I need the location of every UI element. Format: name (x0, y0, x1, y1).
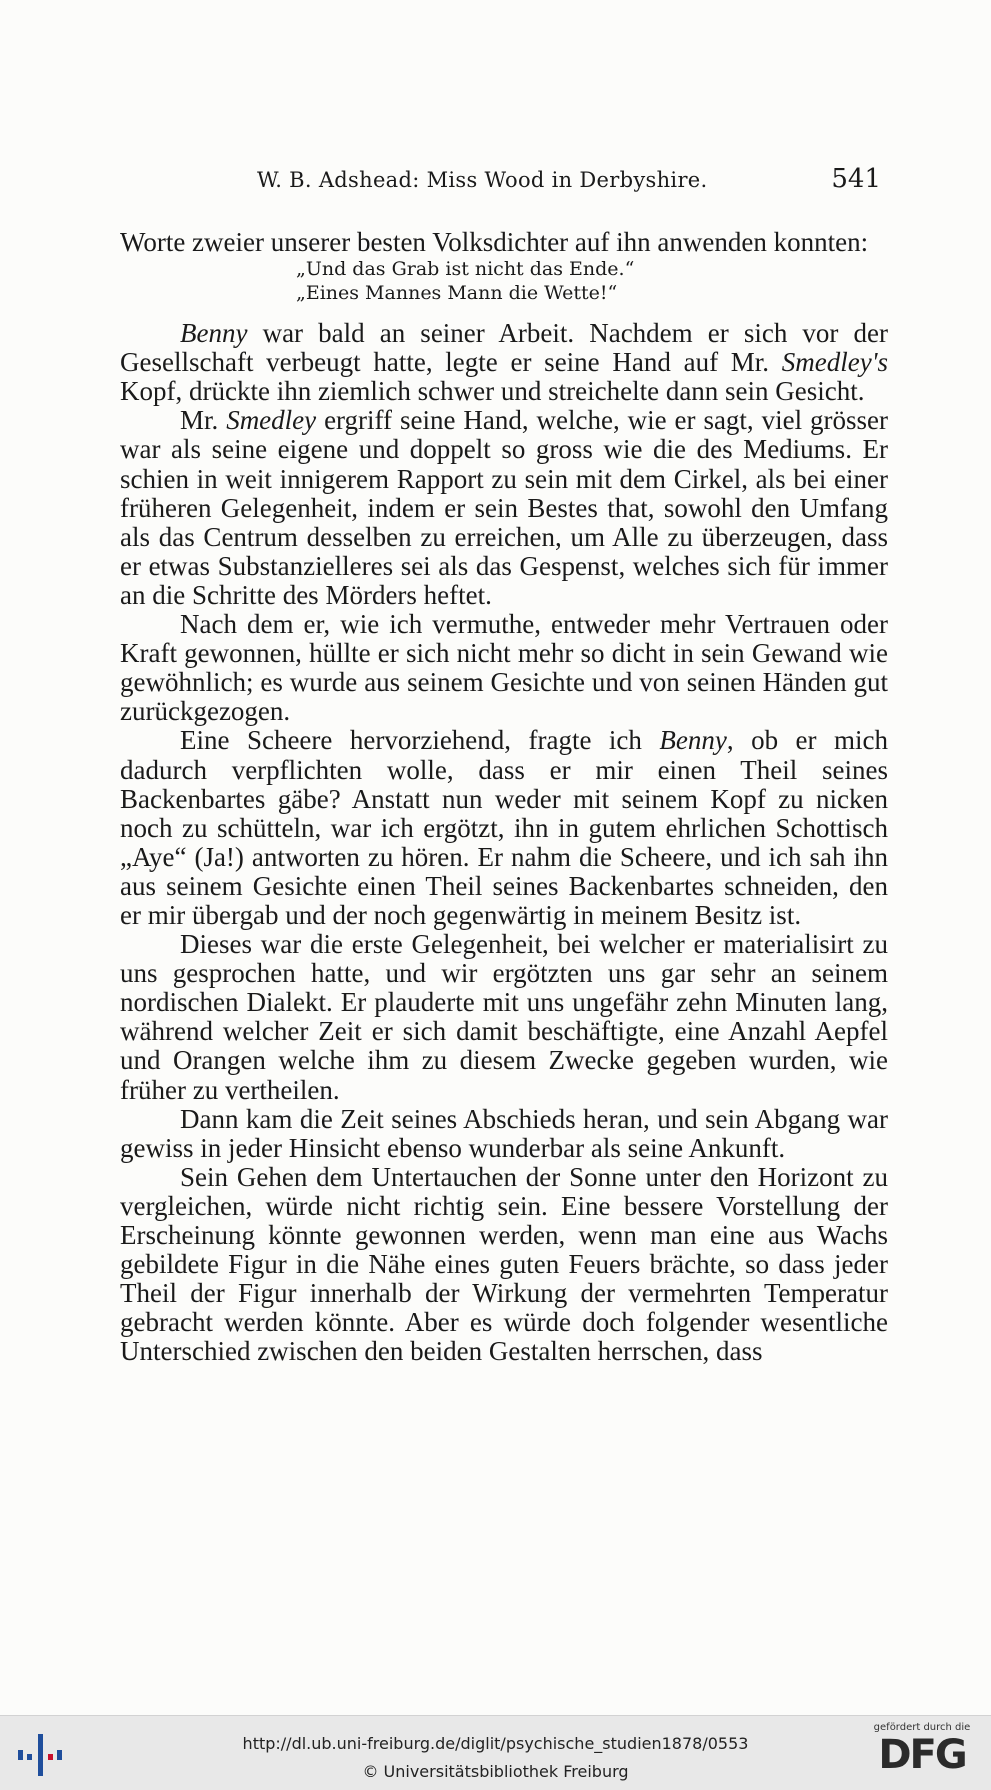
dfg-wordmark: DFG (878, 1732, 966, 1778)
paragraph-1: Benny war bald an seiner Arbeit. Nachdem er sich vor der Gesellschaft verbeugt hatte, legte er seine Hand auf Mr. Smedley's Kopf, drückte ihn ziemlich schwer und streichelte dann sein Gesicht. (120, 318, 888, 407)
name-benny: Benny (659, 725, 727, 756)
paragraph-6: Dann kam die Zeit seines Abschieds heran, und sein Abgang war gewiss in jeder Hinsicht ebenso wunderbar als seine Ankunft. (120, 1103, 888, 1163)
copyright-notice: © Universitätsbibliothek Freiburg (362, 1762, 629, 1781)
viewer-footer (0, 1715, 991, 1790)
verse-quote (120, 257, 888, 305)
name-smedleys: Smedley's (781, 347, 888, 378)
dfg-tagline: gefördert durch die (873, 1722, 971, 1733)
paragraph-2: Mr. Smedley ergriff seine Hand, welche, wie er sagt, viel grösser war als seine eigene und doppelt so gross wie die des Mediums. Er schien in weit innigerem Rapport zu sein mit dem Cirkel, als bei einer früheren Gelegenheit, indem er sein Bestes that, sowohl den Umfang als das Centrum desselben zu erreichen, um Alle zu überzeugen, dass er etwas Substanzielleres sei als das Gespenst, welches sich für immer an die Schritte des Mörders heftet. (120, 405, 888, 610)
paragraph-5: Dieses war die erste Gelegenheit, bei welcher er materialisirt zu uns gesprochen hatte, und wir ergötzten uns gar sehr an seinem nordischen Dialekt. Er plauderte mit uns ungefähr zehn Minuten lang, während welcher Zeit er sich damit beschäftigte, eine Anzahl Aepfel und Orangen welche ihm zu diesem Zwecke gegeben wurden, wie früher zu vertheilen. (120, 929, 888, 1105)
running-head (120, 164, 881, 202)
name-smedley: Smedley (226, 405, 317, 436)
running-title: W. B. Adshead: Miss Wood in Derbyshire. (257, 168, 708, 192)
opening-paragraph: Worte zweier unserer besten Volksdichter auf ihn anwenden konnten: (120, 227, 869, 257)
paragraph-4: Eine Scheere hervorziehend, fragte ich Benny, ob er mich dadurch verpflichten wolle, dass er mir einen Theil seines Backenbartes gäbe? Anstatt nun weder mit seinem Kopf zu nicken noch zu schütteln, war ich ergötzt, ihn in gutem ehrlichen Schottisch „Aye“ (Ja!) antworten zu hören. Er nahm die Scheere, und ich sah ihn aus seinem Gesichte einen Theil seines Backenbartes schneiden, den er mir übergab und der noch gegenwärtig in meinem Besitz ist. (120, 725, 888, 930)
quote-line-1: „Und das Grab ist nicht das Ende.“ (296, 258, 635, 281)
page-number: 541 (831, 164, 881, 194)
permalink-url[interactable]: http://dl.ub.uni-freiburg.de/diglit/psychische_studien1878/0553 (242, 1734, 749, 1753)
name-benny: Benny (180, 318, 248, 349)
body-text (120, 228, 888, 1366)
quote-line-2: „Eines Mannes Mann die Wette!“ (296, 282, 618, 305)
paragraph-7: Sein Gehen dem Untertauchen der Sonne unter den Horizont zu vergleichen, würde nicht richtig sein. Eine bessere Vorstellung der Erscheinung könnte gewonnen werden, wenn man eine aus Wachs gebildete Figur in die Nähe eines guten Feuers brächte, so dass jeder Theil der Figur innerhalb der Wirkung der vermehrten Temperatur gebracht werden könnte. Aber es würde doch folgender wesentliche Unterschied zwischen den beiden Gestalten herrschen, dass (120, 1161, 888, 1367)
paragraph-3: Nach dem er, wie ich vermuthe, entweder mehr Vertrauen oder Kraft gewonnen, hüllte er sich nicht mehr so dicht in sein Gewand wie gewöhnlich; es wurde aus seinem Gesichte und von seinen Händen gut zurückgezogen. (120, 609, 888, 727)
dfg-logo (863, 1722, 981, 1777)
